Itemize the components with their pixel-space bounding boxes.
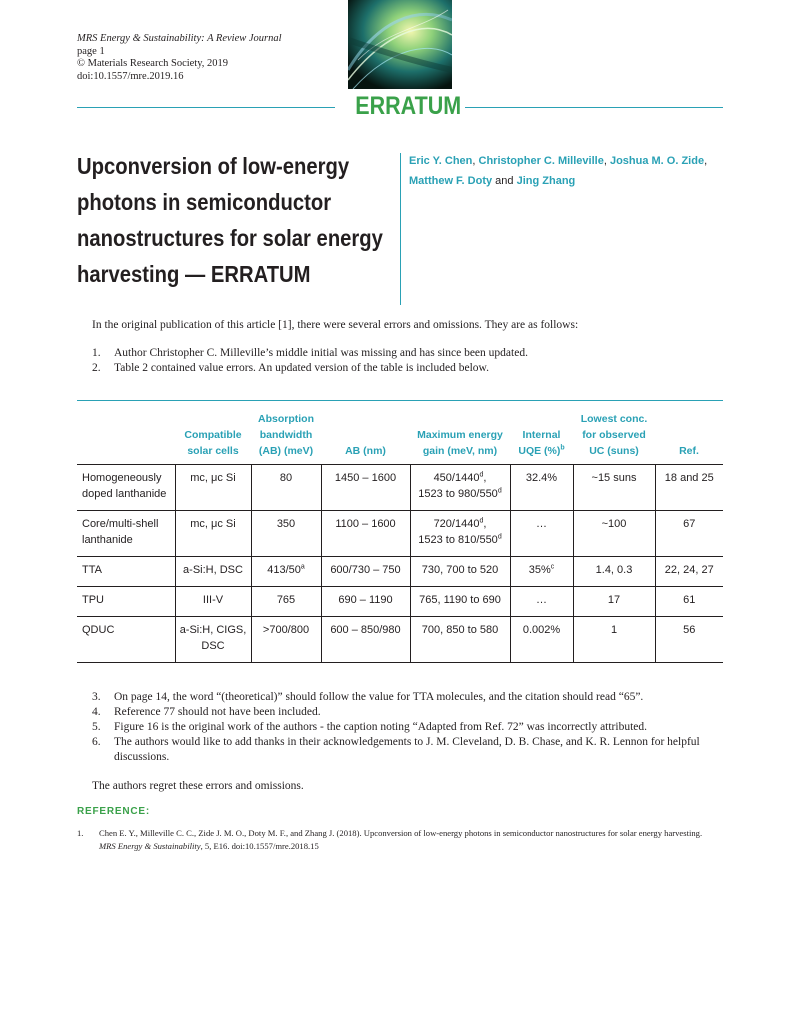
table-cell: TPU — [82, 594, 104, 606]
table-row — [77, 617, 723, 663]
list-number: 5. — [92, 721, 101, 733]
list-number: 1. — [92, 347, 101, 359]
cell-text: 1523 to 810/550 — [418, 534, 498, 546]
column-header-text: Internal UQE (%) — [518, 429, 561, 457]
footnote-marker: a — [300, 563, 305, 571]
cover-image — [348, 0, 452, 89]
table-cell: … — [510, 587, 573, 617]
list-text: Figure 16 is the original work of the authors - the caption noting “Adapted from Ref. 72” was incorrectly attributed. — [114, 721, 648, 733]
reference-number: 1. — [77, 828, 84, 838]
list-item — [92, 346, 724, 361]
author-link[interactable]: Christopher C. Milleville — [478, 155, 604, 167]
footnote-marker: d — [497, 533, 502, 541]
list-text: Table 2 contained value errors. An updated version of the table is included below. — [114, 362, 489, 374]
table-cell: >700/800 — [251, 617, 321, 663]
errata-list-1 — [92, 346, 724, 376]
table-cell: 730, 700 to 520 — [410, 557, 510, 587]
list-text: On page 14, the word “(theoretical)” should follow the value for TTA molecules, and the citation should read “65”. — [114, 691, 644, 703]
article-title: Upconversion of low-energy photons in semiconductor nanostructures for solar energy harvesting — ERRATUM — [77, 153, 383, 287]
table-cell: III-V — [175, 587, 251, 617]
author-link[interactable]: Joshua M. O. Zide — [609, 155, 705, 167]
column-header-text: Maximum energy gain (meV, nm) — [417, 429, 503, 457]
header-rule-right — [465, 107, 723, 108]
table-2 — [77, 400, 723, 663]
table-cell: 18 and 25 — [655, 465, 723, 511]
reference-text — [99, 827, 719, 853]
table-cell: 0.002% — [510, 617, 573, 663]
reference-doi[interactable]: , 5, E16. doi:10.1557/mre.2018.15 — [200, 841, 319, 851]
list-number: 4. — [92, 706, 101, 718]
table-cell: 1.4, 0.3 — [573, 557, 655, 587]
table-cell — [510, 557, 573, 587]
cell-text: 35% — [528, 564, 551, 576]
footnote-marker: b — [560, 444, 565, 452]
author-separator: , — [472, 155, 479, 167]
journal-name: MRS Energy & Sustainability: A Review Journal — [77, 33, 282, 44]
table-cell: 690 – 1190 — [321, 587, 410, 617]
column-header-text: Ref. — [679, 445, 699, 457]
list-item — [92, 720, 724, 735]
list-item — [92, 735, 724, 765]
table-cell: 765 — [251, 587, 321, 617]
column-header — [573, 401, 655, 465]
column-header — [175, 401, 251, 465]
table-row — [77, 511, 723, 557]
cell-text: 413/50 — [267, 564, 301, 576]
reference-journal: MRS Energy & Sustainability — [99, 841, 201, 851]
table-cell: 600/730 – 750 — [321, 557, 410, 587]
table-cell: a-Si:H, DSC — [175, 557, 251, 587]
copyright: © Materials Research Society, 2019 — [77, 58, 229, 69]
table-cell: 350 — [251, 511, 321, 557]
column-header-text: Absorption bandwidth (AB) (meV) — [258, 413, 314, 457]
cover-swirl-graphic — [348, 0, 452, 89]
footnote-marker: d — [497, 487, 502, 495]
header-rule-left — [77, 107, 335, 108]
table-cell: mc, μc Si — [175, 465, 251, 511]
table-cell: QDUC — [82, 624, 115, 636]
doi: doi:10.1557/mre.2019.16 — [77, 70, 184, 82]
footnote-marker: d — [479, 471, 484, 479]
intro-paragraph: In the original publication of this article [1], there were several errors and omissions. They are as follows: — [92, 319, 579, 331]
table-cell: Homogeneously doped lanthanide — [82, 472, 167, 500]
column-header — [321, 401, 410, 465]
title-divider — [400, 153, 401, 305]
list-number: 2. — [92, 362, 101, 374]
table-cell: 600 – 850/980 — [321, 617, 410, 663]
cell-text: 1523 to 980/550 — [418, 488, 498, 500]
table-cell: 700, 850 to 580 — [410, 617, 510, 663]
table-cell: ~100 — [573, 511, 655, 557]
author-separator: , — [603, 155, 610, 167]
table-cell: 56 — [655, 617, 723, 663]
author-link[interactable]: Jing Zhang — [516, 175, 576, 187]
column-header — [510, 401, 573, 465]
footnote-marker: c — [550, 563, 555, 571]
table-cell: 32.4% — [510, 465, 573, 511]
table-cell — [410, 511, 510, 557]
table-cell: 17 — [573, 587, 655, 617]
list-text: Author Christopher C. Milleville’s middle initial was missing and has since been updated. — [114, 347, 528, 359]
journal-info — [77, 33, 282, 83]
column-header-text: Compatible solar cells — [184, 429, 242, 457]
column-header — [251, 401, 321, 465]
table-cell — [251, 557, 321, 587]
table-cell: 80 — [251, 465, 321, 511]
list-text: The authors would like to add thanks in their acknowledgements to J. M. Cleveland, D. B. Chase, and K. R. Lennon for helpful discussions. — [114, 736, 700, 763]
results-table — [77, 401, 723, 663]
column-header-text: AB (nm) — [345, 445, 386, 457]
table-cell: … — [510, 511, 573, 557]
reference-item — [77, 827, 723, 853]
author-list — [409, 151, 729, 191]
cell-text: , — [483, 518, 487, 530]
list-number: 3. — [92, 691, 101, 703]
column-header-text: Lowest conc. for observed UC (suns) — [580, 413, 648, 457]
table-cell: 1450 – 1600 — [321, 465, 410, 511]
table-cell: mc, μc Si — [175, 511, 251, 557]
table-cell — [410, 465, 510, 511]
table-cell: ~15 suns — [573, 465, 655, 511]
table-header-row — [77, 401, 723, 465]
cell-text: 720/1440 — [433, 518, 480, 530]
author-separator: and — [492, 175, 517, 187]
table-cell: Core/multi-shell lanthanide — [82, 518, 159, 546]
table-cell: 765, 1190 to 690 — [410, 587, 510, 617]
errata-list-2 — [92, 690, 724, 765]
list-number: 6. — [92, 736, 101, 748]
table-cell: 1 — [573, 617, 655, 663]
list-item — [92, 705, 724, 720]
reference-heading: REFERENCE: — [77, 806, 151, 817]
table-row — [77, 587, 723, 617]
column-header — [77, 401, 175, 465]
author-link[interactable]: Eric Y. Chen — [409, 155, 473, 167]
page-number: page 1 — [77, 45, 105, 57]
list-item — [92, 690, 724, 705]
column-header — [655, 401, 723, 465]
author-separator: , — [704, 155, 708, 167]
author-link[interactable]: Matthew F. Doty — [409, 175, 493, 187]
table-cell: 22, 24, 27 — [655, 557, 723, 587]
list-item — [92, 361, 724, 376]
table-cell: TTA — [82, 564, 102, 576]
table-cell: 67 — [655, 511, 723, 557]
list-text: Reference 77 should not have been included. — [114, 706, 321, 718]
cell-text: , — [483, 472, 487, 484]
erratum-label: ERRATUM — [355, 92, 462, 120]
reference-citation: Chen E. Y., Milleville C. C., Zide J. M. O., Doty M. F., and Zhang J. (2018). Upconversion of low-energy photons in semiconductor nanostructures for solar energy harvesting. — [99, 828, 703, 838]
table-cell: a-Si:H, CIGS, DSC — [175, 617, 251, 663]
column-header — [410, 401, 510, 465]
table-cell: 1100 – 1600 — [321, 511, 410, 557]
table-row — [77, 465, 723, 511]
table-cell: 61 — [655, 587, 723, 617]
cell-text: 450/1440 — [433, 472, 480, 484]
closing-paragraph: The authors regret these errors and omissions. — [92, 780, 304, 792]
footnote-marker: d — [479, 517, 484, 525]
table-row — [77, 557, 723, 587]
